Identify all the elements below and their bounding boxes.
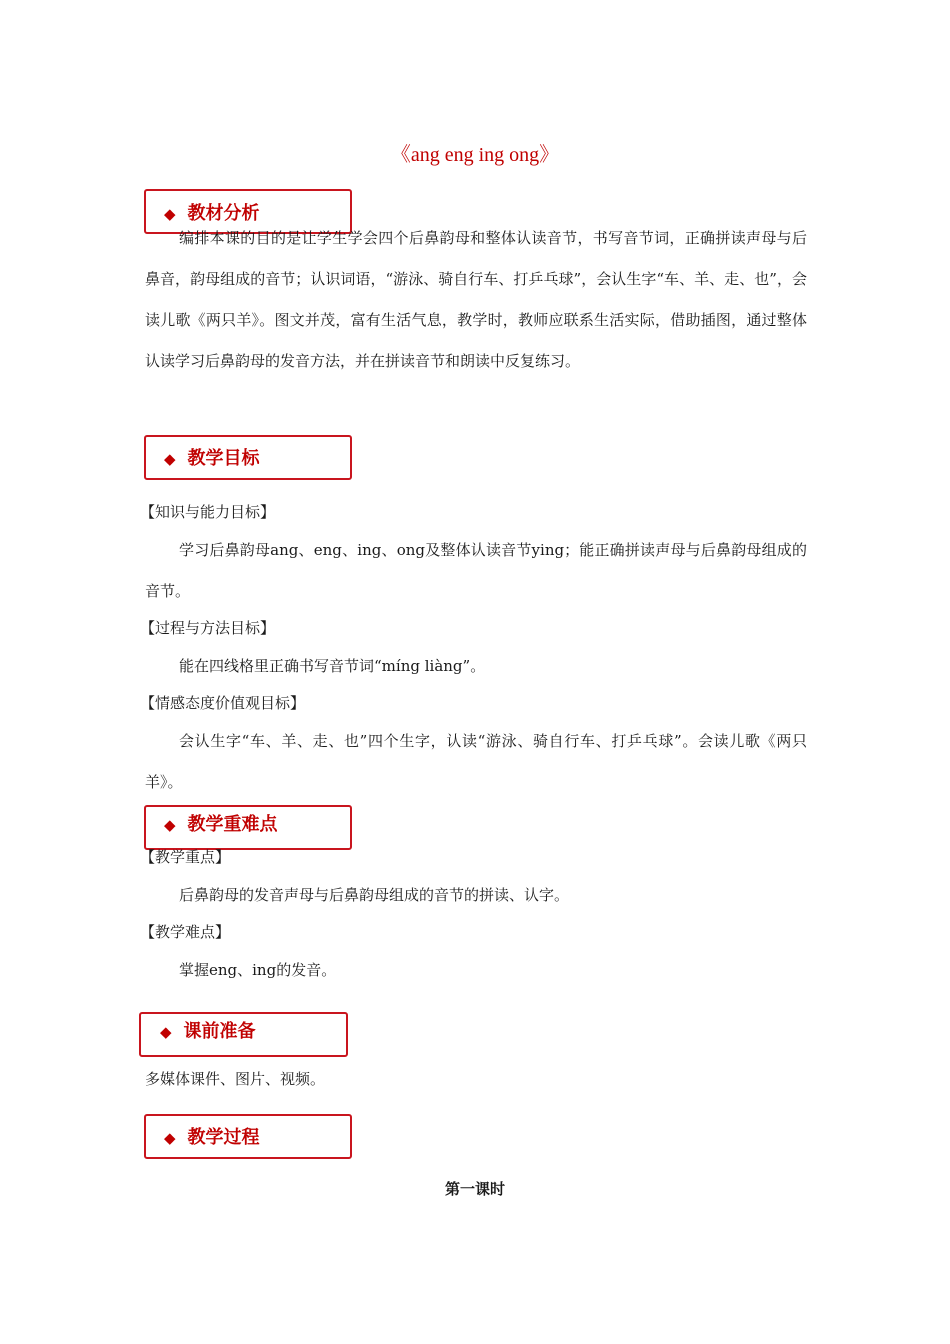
section-heading-process: ◆ 教学过程 — [164, 1127, 260, 1148]
process-goal-heading: 【过程与方法目标】 — [140, 619, 276, 637]
difficult-point-heading: 【教学难点】 — [140, 923, 231, 941]
emotion-goal-heading: 【情感态度价值观目标】 — [140, 694, 306, 712]
lesson-title: 第一课时 — [444, 1180, 505, 1198]
section-heading-prep: ◆ 课前准备 — [160, 1021, 256, 1042]
process-goal-text: 能在四线格里正确书写音节词“míng liàng”。 — [179, 657, 486, 675]
knowledge-goal-heading: 【知识与能力目标】 — [140, 503, 276, 521]
key-point-heading: 【教学重点】 — [140, 848, 231, 866]
diamond-bullet-icon: ◆ — [160, 1023, 172, 1041]
knowledge-goal-text: 学习后鼻韵母ang、eng、ing、ong及整体认读音节ying；能正确拼读声母与后鼻韵母组成的音节。 — [145, 541, 807, 600]
document-title: 《ang eng ing ong》 — [390, 144, 560, 166]
section-heading-keypoints: ◆ 教学重难点 — [164, 814, 278, 835]
diamond-bullet-icon: ◆ — [164, 816, 176, 834]
diamond-bullet-icon: ◆ — [164, 1129, 176, 1147]
key-point-text: 后鼻韵母的发音声母与后鼻韵母组成的音节的拼读、认字。 — [179, 886, 570, 904]
prep-text: 多媒体课件、图片、视频。 — [145, 1070, 326, 1088]
section-heading-goals: ◆ 教学目标 — [164, 448, 260, 469]
section-heading-analysis: ◆ 教材分析 — [164, 203, 260, 224]
analysis-paragraph: 编排本课的目的是让学生学会四个后鼻韵母和整体认读音节，书写音节词，正确拼读声母与后鼻音，韵母组成的音节；认识词语，“游泳、骑自行车、打乒乓球”，会认生字“车、羊、走、也”，会读儿歌《两只羊》。图文并茂，富有生活气息，教学时，教师应联系生活实际，借助插图，通过整体认读学习后鼻韵母的发音方法，并在拼读音节和朗读中反复练习。 — [145, 229, 807, 370]
diamond-bullet-icon: ◆ — [164, 450, 176, 468]
difficult-point-text: 掌握eng、ing的发音。 — [179, 961, 337, 979]
emotion-goal-text: 会认生字“车、羊、走、也”四个生字，认读“游泳、骑自行车、打乒乓球”。会读儿歌《两只羊》。 — [145, 732, 807, 791]
diamond-bullet-icon: ◆ — [164, 205, 176, 223]
